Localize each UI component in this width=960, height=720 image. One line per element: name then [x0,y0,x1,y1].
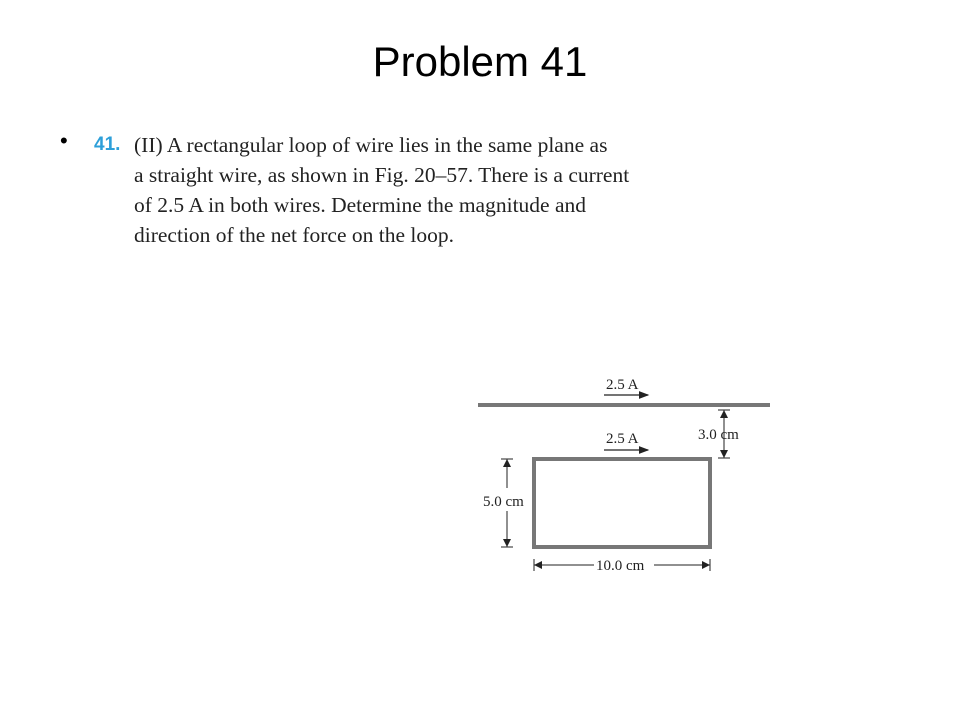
width-arrow-right [702,561,710,569]
wire-loop-figure [470,365,780,585]
rectangular-loop [534,459,710,547]
problem-line-3: of 2.5 A in both wires. Determine the magnitude and [134,193,587,217]
problem-line-1: (II) A rectangular loop of wire lies in the same plane as [134,133,608,157]
height-arrow-bottom [503,539,511,547]
height-label: 5.0 cm [483,494,524,510]
height-arrow-top [503,459,511,467]
slide-title: Problem 41 [372,38,588,85]
width-label: 10.0 cm [596,558,645,574]
gap-label: 3.0 cm [698,427,739,443]
problem-number: 41. [94,134,121,155]
bullet-marker: • [60,128,68,153]
gap-arrow-bottom [720,450,728,458]
loop-current-label: 2.5 A [606,431,639,447]
wire-current-label: 2.5 A [606,377,639,393]
gap-arrow-top [720,410,728,418]
problem-line-2: a straight wire, as shown in Fig. 20–57. There is a current [134,163,630,187]
width-arrow-left [534,561,542,569]
problem-line-4: direction of the net force on the loop. [134,223,455,247]
